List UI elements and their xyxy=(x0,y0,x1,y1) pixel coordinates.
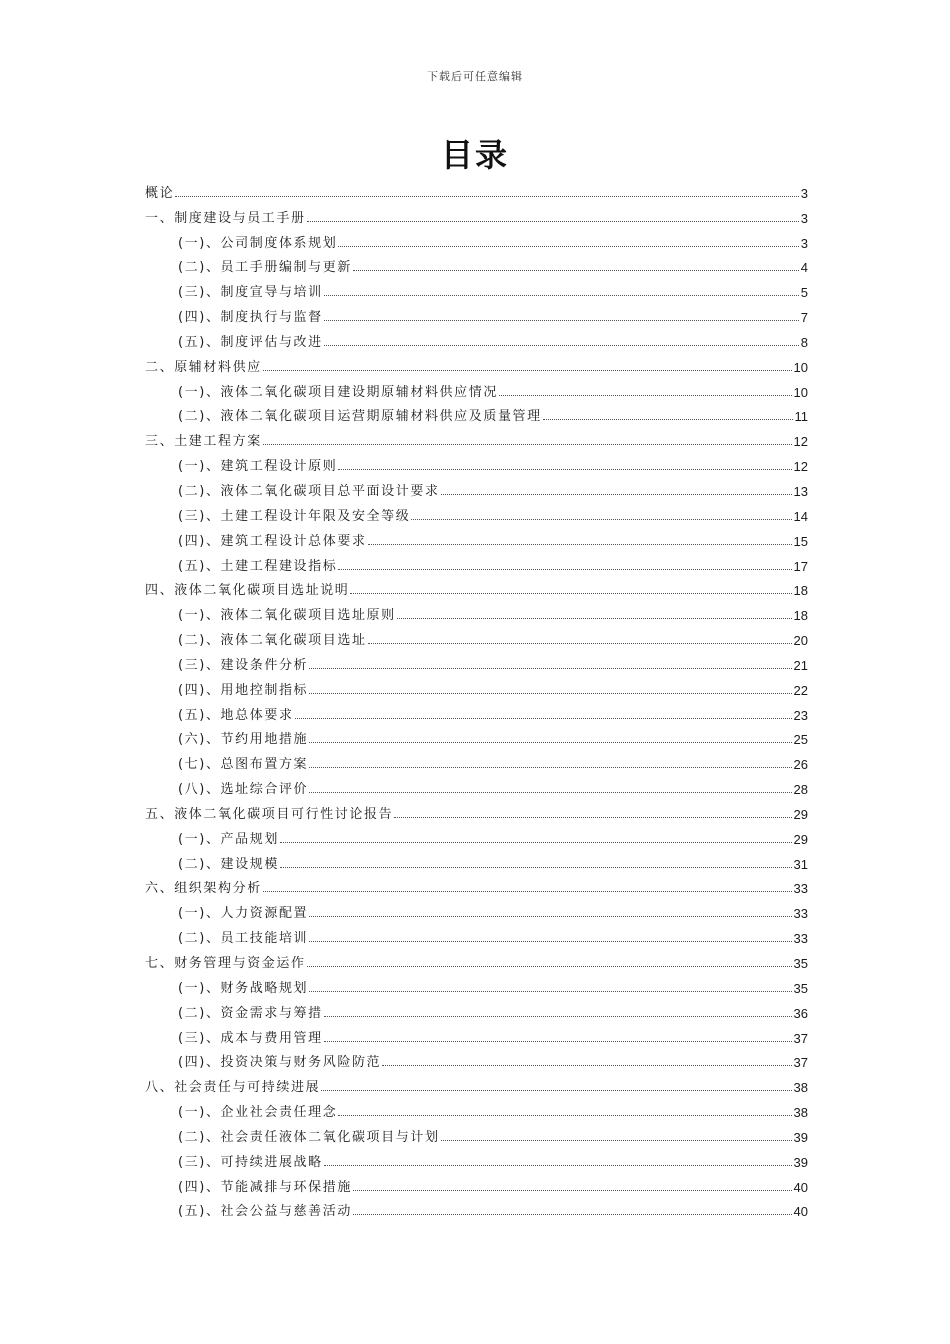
toc-entry-page-number: 35 xyxy=(793,980,808,996)
toc-dot-leader xyxy=(499,395,792,396)
toc-entry-label: (五)、土建工程建设指标 xyxy=(178,558,338,574)
toc-entry[interactable] xyxy=(145,449,808,474)
toc-entry[interactable] xyxy=(145,996,808,1021)
toc-dot-leader xyxy=(324,1165,792,1166)
toc-entry-page-number: 14 xyxy=(793,508,808,524)
toc-entry-page-number: 3 xyxy=(800,210,808,226)
toc-entry[interactable] xyxy=(145,1120,808,1145)
toc-dot-leader xyxy=(175,196,799,197)
toc-entry-page-number: 25 xyxy=(793,732,808,748)
toc-entry-label: 概论 xyxy=(145,185,175,201)
toc-entry-page-number: 39 xyxy=(793,1154,808,1170)
toc-dot-leader xyxy=(309,693,791,694)
toc-entry-page-number: 40 xyxy=(793,1179,808,1195)
toc-entry-label: (二)、资金需求与筹措 xyxy=(178,1005,323,1021)
toc-dot-leader xyxy=(324,1016,792,1017)
toc-entry-page-number: 20 xyxy=(793,633,808,649)
toc-dot-leader xyxy=(309,792,791,793)
toc-entry-page-number: 23 xyxy=(793,707,808,723)
toc-dot-leader xyxy=(309,991,791,992)
toc-dot-leader xyxy=(368,544,792,545)
toc-dot-leader xyxy=(338,469,791,470)
toc-entry-page-number: 38 xyxy=(793,1080,808,1096)
toc-dot-leader xyxy=(324,295,799,296)
toc-entry[interactable] xyxy=(145,226,808,251)
toc-entry[interactable] xyxy=(145,574,808,599)
toc-entry-label: (二)、建设规模 xyxy=(178,856,279,872)
toc-entry-label: 八、社会责任与可持续进展 xyxy=(145,1080,321,1096)
toc-entry-label: 二、原辅材料供应 xyxy=(145,359,262,375)
toc-entry-page-number: 35 xyxy=(793,956,808,971)
toc-entry-label: (二)、员工技能培训 xyxy=(178,931,309,947)
toc-entry[interactable] xyxy=(145,1095,808,1120)
toc-dot-leader xyxy=(295,718,792,719)
toc-entry-label: (五)、制度评估与改进 xyxy=(178,334,323,350)
toc-entry[interactable] xyxy=(145,946,808,971)
toc-entry-label: (二)、液体二氧化碳项目运营期原辅材料供应及质量管理 xyxy=(178,409,542,425)
toc-dot-leader xyxy=(411,519,791,520)
header-note: 下载后可任意编辑 xyxy=(427,70,523,83)
toc-dot-leader xyxy=(353,1214,792,1215)
toc-entry[interactable] xyxy=(145,747,808,772)
toc-entry-label: (四)、节能减排与环保措施 xyxy=(178,1179,352,1195)
toc-entry-page-number: 31 xyxy=(793,856,808,872)
toc-entry[interactable] xyxy=(145,300,808,325)
toc-entry-page-number: 29 xyxy=(793,831,808,847)
toc-entry-page-number: 11 xyxy=(794,409,808,425)
toc-entry-label: (一)、建筑工程设计原则 xyxy=(178,459,338,475)
toc-entry-page-number: 37 xyxy=(793,1055,808,1071)
toc-entry-label: (六)、节约用地措施 xyxy=(178,732,309,748)
toc-entry[interactable] xyxy=(145,1195,808,1220)
toc-entry-label: (三)、可持续进展战略 xyxy=(178,1154,323,1170)
toc-entry-label: (二)、员工手册编制与更新 xyxy=(178,260,352,276)
toc-entry-page-number: 33 xyxy=(793,881,808,897)
toc-entry-page-number: 33 xyxy=(793,906,808,922)
toc-dot-leader xyxy=(321,1090,791,1091)
toc-entry-label: 一、制度建设与员工手册 xyxy=(145,210,306,226)
toc-entry-page-number: 13 xyxy=(793,483,808,499)
toc-entry-label: (四)、制度执行与监督 xyxy=(178,310,323,326)
toc-dot-leader xyxy=(307,221,799,222)
toc-entry-page-number: 28 xyxy=(793,782,808,798)
toc-entry[interactable] xyxy=(145,971,808,996)
toc-entry[interactable] xyxy=(145,847,808,872)
toc-dot-leader xyxy=(280,842,792,843)
toc-entry-page-number: 5 xyxy=(800,285,808,301)
toc-dot-leader xyxy=(324,1041,792,1042)
toc-entry[interactable] xyxy=(145,772,808,797)
toc-entry-page-number: 18 xyxy=(793,608,808,624)
toc-entry[interactable] xyxy=(145,1070,808,1095)
toc-entry-page-number: 33 xyxy=(793,931,808,947)
toc-entry-label: (二)、液体二氧化碳项目选址 xyxy=(178,633,367,649)
toc-dot-leader xyxy=(309,668,791,669)
toc-entry-label: (一)、人力资源配置 xyxy=(178,906,309,922)
toc-entry[interactable] xyxy=(145,1145,808,1170)
toc-entry-page-number: 40 xyxy=(793,1204,808,1220)
toc-entry-label: (二)、社会责任液体二氧化碳项目与计划 xyxy=(178,1129,440,1145)
toc-entry-label: (四)、投资决策与财务风险防范 xyxy=(178,1055,382,1071)
toc-entry[interactable] xyxy=(145,350,808,375)
toc-dot-leader xyxy=(353,1190,792,1191)
toc-dot-leader xyxy=(280,867,792,868)
toc-dot-leader xyxy=(338,1115,791,1116)
toc-dot-leader xyxy=(441,494,792,495)
toc-entry[interactable] xyxy=(145,524,808,549)
toc-entry-label: (三)、制度宣导与培训 xyxy=(178,285,323,301)
toc-entry[interactable] xyxy=(145,375,808,400)
toc-entry-label: (一)、液体二氧化碳项目建设期原辅材料供应情况 xyxy=(178,384,498,400)
toc-dot-leader xyxy=(309,742,791,743)
toc-entry[interactable] xyxy=(145,251,808,276)
toc-entry-label: (一)、产品规划 xyxy=(178,831,279,847)
toc-entry-label: 五、液体二氧化碳项目可行性讨论报告 xyxy=(145,806,394,822)
toc-entry[interactable] xyxy=(145,822,808,847)
toc-entry-page-number: 38 xyxy=(793,1105,808,1121)
toc-dot-leader xyxy=(263,444,792,445)
toc-entry[interactable] xyxy=(145,698,808,723)
toc-dot-leader xyxy=(368,643,792,644)
toc-entry[interactable] xyxy=(145,797,808,822)
toc-entry-label: (三)、建设条件分析 xyxy=(178,657,309,673)
toc-entry-label: (一)、液体二氧化碳项目选址原则 xyxy=(178,608,396,624)
toc-entry-page-number: 7 xyxy=(800,310,808,326)
toc-dot-leader xyxy=(307,966,792,967)
toc-dot-leader xyxy=(309,767,791,768)
toc-entry-page-number: 26 xyxy=(793,757,808,773)
toc-dot-leader xyxy=(263,370,792,371)
toc-dot-leader xyxy=(543,419,793,420)
toc-entry-label: (四)、用地控制指标 xyxy=(178,682,309,698)
toc-dot-leader xyxy=(397,618,792,619)
toc-entry-label: (八)、选址综合评价 xyxy=(178,782,309,798)
toc-dot-leader xyxy=(263,891,792,892)
toc-entry[interactable] xyxy=(145,474,808,499)
toc-entry-page-number: 10 xyxy=(793,384,808,400)
toc-entry-page-number: 37 xyxy=(793,1030,808,1046)
toc-entry-page-number: 12 xyxy=(793,459,808,475)
toc-entry-label: (二)、液体二氧化碳项目总平面设计要求 xyxy=(178,483,440,499)
toc-dot-leader xyxy=(441,1140,792,1141)
toc-entry[interactable] xyxy=(145,325,808,350)
toc-entry-page-number: 8 xyxy=(800,334,808,350)
toc-entry[interactable] xyxy=(145,275,808,300)
toc-entry-label: (四)、建筑工程设计总体要求 xyxy=(178,533,367,549)
toc-entry[interactable] xyxy=(145,1021,808,1046)
toc-entry-page-number: 4 xyxy=(800,260,808,276)
toc-entry[interactable] xyxy=(145,598,808,623)
toc-entry-page-number: 21 xyxy=(793,657,808,673)
toc-dot-leader xyxy=(394,817,791,818)
toc-entry[interactable] xyxy=(145,400,808,425)
toc-entry-page-number: 22 xyxy=(793,682,808,698)
toc-entry[interactable] xyxy=(145,549,808,574)
toc-entry[interactable] xyxy=(145,1046,808,1071)
toc-entry-label: 六、组织架构分析 xyxy=(145,881,262,897)
toc-entry-page-number: 29 xyxy=(793,806,808,822)
toc-entry-label: (三)、土建工程设计年限及安全等级 xyxy=(178,508,411,524)
page-title: 目录 xyxy=(440,136,509,174)
toc-entry[interactable] xyxy=(145,623,808,648)
toc-dot-leader xyxy=(338,246,798,247)
toc-entry[interactable] xyxy=(145,921,808,946)
toc-entry-label: (七)、总图布置方案 xyxy=(178,757,309,773)
toc-entry-label: 三、土建工程方案 xyxy=(145,434,262,450)
toc-entry-label: (一)、公司制度体系规划 xyxy=(178,235,338,251)
toc-entry-label: 四、液体二氧化碳项目选址说明 xyxy=(145,583,350,599)
toc-entry-page-number: 3 xyxy=(800,235,808,251)
toc-entry-label: (一)、财务战略规划 xyxy=(178,980,309,996)
toc-dot-leader xyxy=(309,916,791,917)
toc-dot-leader xyxy=(309,941,791,942)
toc-entry[interactable] xyxy=(145,872,808,897)
toc-entry-label: (一)、企业社会责任理念 xyxy=(178,1105,338,1121)
toc-entry-page-number: 3 xyxy=(800,185,808,201)
toc-entry-label: 七、财务管理与资金运作 xyxy=(145,956,306,971)
toc-entry-page-number: 15 xyxy=(793,533,808,549)
toc-entry-label: (五)、社会公益与慈善活动 xyxy=(178,1204,352,1220)
toc-entry-page-number: 12 xyxy=(793,434,808,450)
toc-entry[interactable] xyxy=(145,1170,808,1195)
toc-entry[interactable] xyxy=(145,499,808,524)
toc-entry[interactable] xyxy=(145,648,808,673)
toc-entry[interactable] xyxy=(145,176,808,201)
table-of-contents xyxy=(145,176,808,1219)
toc-dot-leader xyxy=(353,270,799,271)
toc-dot-leader xyxy=(350,593,791,594)
toc-entry[interactable] xyxy=(145,723,808,748)
toc-entry-page-number: 36 xyxy=(793,1005,808,1021)
toc-entry[interactable] xyxy=(145,424,808,449)
toc-entry-page-number: 10 xyxy=(793,359,808,375)
toc-entry[interactable] xyxy=(145,673,808,698)
toc-dot-leader xyxy=(338,569,791,570)
toc-entry[interactable] xyxy=(145,896,808,921)
toc-dot-leader xyxy=(324,320,799,321)
toc-entry-label: (五)、地总体要求 xyxy=(178,707,294,723)
toc-entry-page-number: 39 xyxy=(793,1129,808,1145)
toc-entry-page-number: 18 xyxy=(793,583,808,599)
toc-entry[interactable] xyxy=(145,201,808,226)
toc-entry-page-number: 17 xyxy=(793,558,808,574)
toc-entry-label: (三)、成本与费用管理 xyxy=(178,1030,323,1046)
toc-dot-leader xyxy=(382,1065,791,1066)
toc-dot-leader xyxy=(324,345,799,346)
